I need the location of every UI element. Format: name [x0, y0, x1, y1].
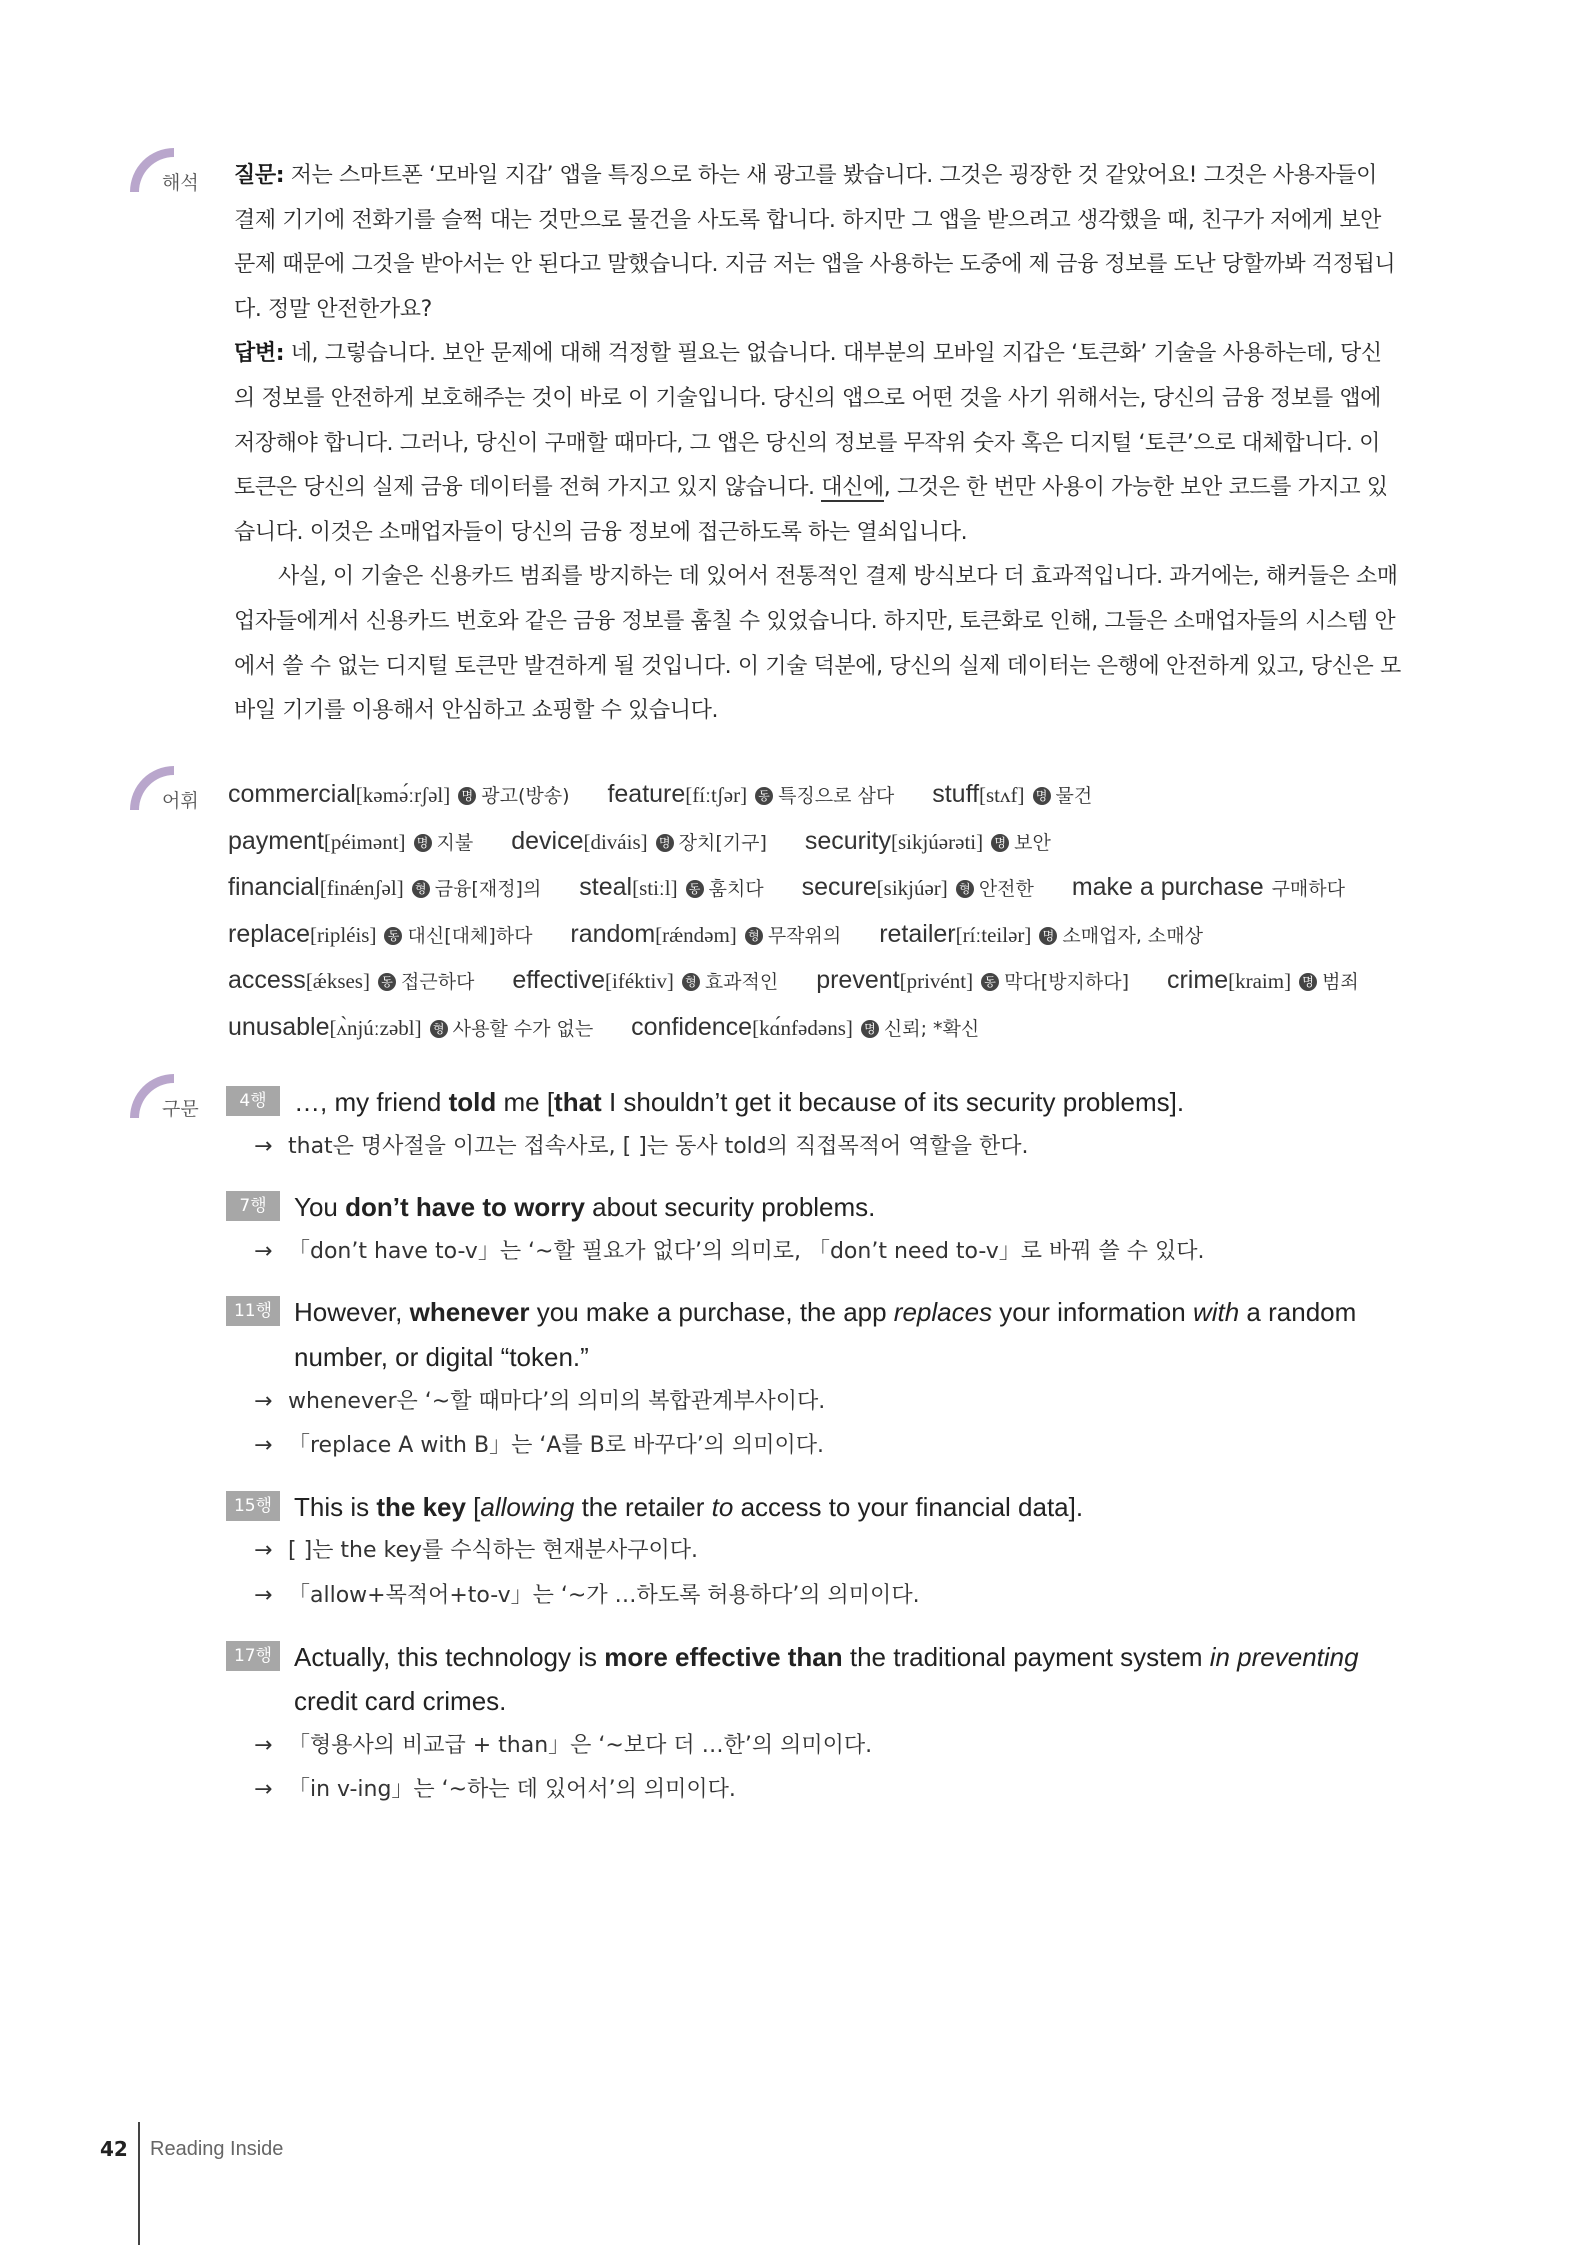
vocab-word: steal	[579, 873, 633, 902]
part-of-speech-badge: 명	[991, 834, 1009, 852]
vocab-meaning: 장치[기구]	[678, 831, 767, 854]
sentence-italic-text: allowing	[480, 1491, 575, 1522]
vocab-word: device	[511, 826, 584, 855]
sentence-text: This is	[294, 1491, 377, 1522]
grammar-list	[226, 1080, 1406, 1829]
answer-underlined-word: 대신에	[821, 475, 884, 501]
vocab-meaning: 대신[대체]하다	[407, 924, 533, 947]
translation-body	[234, 154, 1402, 734]
part-of-speech-badge: 형	[745, 927, 763, 945]
arrow-icon: →	[254, 1777, 273, 1803]
arrow-icon: →	[254, 1433, 273, 1459]
vocab-pronunciation: [ǽkses]	[305, 969, 370, 994]
vocab-pronunciation: [kɑ́nfədəns]	[752, 1015, 853, 1040]
vocab-item	[802, 872, 1034, 901]
sentence-bold-text: don’t have to worry	[345, 1192, 585, 1223]
vocab-word: prevent	[816, 966, 900, 995]
arrow-icon: →	[254, 1238, 273, 1264]
sentence-italic-text: in preventing	[1209, 1641, 1359, 1672]
vocab-item	[228, 965, 474, 994]
vocab-item	[1167, 965, 1359, 994]
sentence-text: access to your financial data].	[733, 1491, 1084, 1522]
grammar-note-text: 「replace A with B」는 ‘A를 B로 바꾸다’의 의미이다.	[288, 1433, 824, 1459]
arrow-icon: →	[254, 1538, 273, 1564]
vocab-meaning: 안전한	[978, 878, 1034, 901]
vocab-pronunciation: [ripléis]	[310, 922, 377, 947]
vocab-pronunciation: [ʌ̀njúːzəbl]	[329, 1015, 422, 1040]
vocab-word: retailer	[879, 919, 956, 948]
vocab-pronunciation: [sikjúər]	[876, 876, 948, 901]
book-title: Reading Inside	[150, 2138, 284, 2160]
part-of-speech-badge: 동	[755, 787, 773, 805]
vocab-word: security	[804, 826, 891, 855]
vocab-word: make a purchase	[1071, 873, 1264, 902]
sentence-italic-text: replaces	[893, 1297, 993, 1328]
part-of-speech-badge: 형	[682, 973, 700, 991]
sentence-text: I shouldn’t get it because of its security problems].	[601, 1087, 1185, 1117]
vocab-meaning: 특징으로 삼다	[778, 785, 895, 807]
vocab-meaning: 구매하다	[1271, 878, 1345, 901]
part-of-speech-badge: 명	[656, 834, 674, 852]
vocab-item	[512, 965, 778, 994]
part-of-speech-badge: 동	[981, 973, 999, 991]
part-of-speech-badge: 형	[956, 880, 974, 898]
part-of-speech-badge: 명	[414, 834, 432, 852]
vocab-meaning: 지불	[436, 831, 474, 854]
grammar-item	[226, 1635, 1406, 1813]
vocabulary-list	[228, 772, 1404, 1052]
vocab-pronunciation: [rǽndəm]	[655, 922, 737, 947]
vocab-word: replace	[228, 919, 310, 948]
vocab-pronunciation: [stʌf]	[979, 783, 1025, 807]
grammar-note	[254, 1125, 1406, 1170]
vocab-meaning: 무작위의	[767, 924, 842, 947]
sentence-bold-text: that	[554, 1087, 602, 1117]
line-number-badge: 4행	[226, 1086, 280, 1116]
page-footer	[0, 2122, 1575, 2245]
answer-text-1: 네, 그렇습니다. 보안 문제에 대해 걱정할 필요는 없습니다. 대부분의 모바일 지갑은 ‘토큰화’ 기술을 사용하는데, 당신의 정보를 안전하게 보호해주는 것이 바로 이 기술입니다. 당신의 앱으로 어떤 것을 사기 위해서는, 당신의 금융 정보를 앱에 저장해야 합니다. 그러나, 당신이 구매할 때마다, 그 앱은 당신의 정보를 무작위 숫자 혹은 디지털 ‘토큰’으로 대체합니다. 이 토큰은 당신의 실제 금융 데이터를 전혀 가지고 있지 않습니다.	[234, 341, 1382, 501]
vocab-meaning: 사용할 수가 없는	[452, 1017, 594, 1040]
vocab-item	[816, 965, 1129, 994]
vocab-word: random	[570, 919, 656, 948]
vocab-item	[570, 919, 841, 948]
vocab-pronunciation: [finǽnʃəl]	[319, 876, 404, 901]
vocab-word: secure	[801, 873, 877, 902]
part-of-speech-badge: 명	[1299, 973, 1317, 991]
vocab-word: crime	[1166, 966, 1229, 995]
vocab-pronunciation: [stiːl]	[632, 876, 678, 901]
sentence-text: a random number, or digital “token.”	[294, 1297, 1357, 1372]
vocab-item	[805, 826, 1051, 855]
vocab-meaning: 훔치다	[708, 878, 764, 901]
sentence-text: your information	[992, 1297, 1193, 1328]
vocab-pronunciation: [ríːteilər]	[955, 922, 1032, 947]
sentence-text: you make a purchase, the app	[529, 1297, 894, 1328]
vocab-item	[879, 919, 1203, 948]
sentence-text: [	[465, 1491, 481, 1522]
example-sentence	[294, 1080, 1406, 1125]
vocab-meaning: 소매업자, 소매상	[1062, 924, 1203, 947]
sentence-text: about security problems.	[584, 1192, 876, 1223]
sentence-bold-text: whenever	[409, 1297, 530, 1328]
vocab-item	[511, 826, 767, 855]
sentence-text: credit card crimes.	[294, 1686, 507, 1717]
arrow-icon: →	[254, 1133, 273, 1159]
grammar-note	[254, 1574, 1406, 1619]
example-sentence	[294, 1635, 1406, 1724]
vocab-item	[228, 1012, 593, 1041]
grammar-note-text: [ ]는 the key를 수식하는 현재분사구이다.	[288, 1538, 699, 1564]
answer-paragraph	[234, 332, 1402, 555]
question-text: 저는 스마트폰 ‘모바일 지갑’ 앱을 특징으로 하는 새 광고를 봤습니다. 그것은 굉장한 것 같았어요! 그것은 사용자들이 결제 기기에 전화기를 슬쩍 대는 것만으로 물건을 사도록 합니다. 하지만 그 앱을 받으려고 생각했을 때, 친구가 저에게 보안 문제 때문에 그것을 받아서는 안 된다고 말했습니다. 지금 저는 앱을 사용하는 도중에 제 금융 정보를 도난 당할까봐 걱정됩니다. 정말 안전한가요?	[234, 163, 1396, 322]
part-of-speech-badge: 동	[384, 927, 402, 945]
sentence-italic-text: with	[1192, 1297, 1240, 1328]
vocab-item	[228, 826, 473, 855]
example-sentence	[294, 1485, 1406, 1530]
grammar-label: 구문	[162, 1098, 199, 1120]
vocab-word: payment	[228, 826, 324, 855]
vocab-meaning: 물건	[1055, 785, 1093, 807]
vocab-pronunciation: [privént]	[899, 969, 974, 994]
vocab-item	[228, 872, 541, 901]
footer-divider	[138, 2122, 140, 2245]
vocab-item	[607, 779, 894, 808]
part-of-speech-badge: 명	[458, 787, 476, 805]
grammar-note	[254, 1768, 1406, 1813]
vocab-meaning: 신뢰; *확신	[883, 1017, 980, 1040]
grammar-note	[254, 1724, 1406, 1769]
grammar-note-text: whenever은 ‘~할 때마다’의 의미의 복합관계부사이다.	[288, 1388, 826, 1414]
vocab-item	[228, 779, 570, 808]
vocabulary-label: 어휘	[162, 790, 199, 812]
grammar-item	[226, 1290, 1406, 1468]
vocab-pronunciation: [kəmə́ːrʃəl]	[355, 783, 451, 807]
answer-text-2: , 그것은 한 번만 사용이 가능한 보안 코드를 가지고 있습니다. 이것은 소매업자들이 당신의 금융 정보에 접근하도록 하는 열쇠입니다.	[234, 475, 1388, 545]
sentence-text: However,	[294, 1297, 410, 1328]
vocab-meaning: 접근하다	[400, 971, 475, 994]
arrow-icon: →	[254, 1582, 273, 1608]
sentence-italic-text: to	[711, 1491, 734, 1522]
example-sentence	[294, 1185, 1406, 1230]
grammar-note	[254, 1529, 1406, 1574]
grammar-note	[254, 1424, 1406, 1469]
vocab-pronunciation: [sikjúərəti]	[890, 829, 984, 854]
vocab-word: stuff	[932, 780, 980, 808]
grammar-note-text: 「in v-ing」는 ‘~하는 데 있어서’의 의미이다.	[288, 1777, 736, 1803]
arrow-icon: →	[254, 1732, 273, 1758]
vocab-meaning: 광고(방송)	[481, 785, 570, 807]
answer-paragraph-2: 사실, 이 기술은 신용카드 범죄를 방지하는 데 있어서 전통적인 결제 방식보다 더 효과적입니다. 과거에는, 해커들은 소매업자들에게서 신용카드 번호와 같은 금융 정보를 훔칠 수 있었습니다. 하지만, 토큰화로 인해, 그들은 소매업자들의 시스템 안에서 쓸 수 없는 디지털 토큰만 발견하게 될 것입니다. 이 기술 덕분에, 당신의 실제 데이터는 은행에 안전하게 있고, 당신은 모바일 기기를 이용해서 안심하고 쇼핑할 수 있습니다.	[234, 564, 1401, 724]
vocab-meaning: 보안	[1014, 831, 1051, 854]
vocab-meaning: 효과적인	[704, 971, 779, 994]
vocab-meaning: 막다[방지하다]	[1004, 971, 1130, 994]
sentence-text: the traditional payment system	[842, 1641, 1210, 1672]
vocab-word: confidence	[631, 1012, 753, 1041]
vocab-word: effective	[512, 966, 606, 995]
question-paragraph	[234, 154, 1402, 332]
vocab-word: access	[228, 966, 306, 995]
part-of-speech-badge: 동	[378, 973, 396, 991]
vocab-pronunciation: [kraim]	[1228, 969, 1292, 994]
sentence-bold-text: the key	[376, 1491, 466, 1522]
part-of-speech-badge: 동	[686, 880, 704, 898]
vocab-item	[228, 919, 532, 948]
grammar-note	[254, 1230, 1406, 1275]
line-number-badge: 11행	[226, 1296, 280, 1326]
answer-label: 답변:	[234, 341, 285, 367]
vocab-pronunciation: [péimənt]	[323, 829, 406, 854]
part-of-speech-badge: 형	[430, 1020, 448, 1038]
vocab-word: feature	[607, 780, 686, 808]
sentence-text: …, my friend	[294, 1087, 449, 1117]
part-of-speech-badge: 형	[412, 880, 430, 898]
vocab-meaning: 범죄	[1322, 971, 1359, 994]
grammar-item	[226, 1185, 1406, 1274]
example-sentence	[294, 1290, 1406, 1379]
sentence-text: the retailer	[574, 1491, 712, 1522]
vocab-item	[631, 1012, 979, 1041]
grammar-note	[254, 1380, 1406, 1425]
page-number: 42	[100, 2137, 128, 2161]
sentence-text: You	[294, 1192, 346, 1223]
question-label: 질문:	[234, 163, 285, 188]
grammar-item	[226, 1080, 1406, 1169]
line-number-badge: 7행	[226, 1191, 280, 1221]
grammar-note-text: 「형용사의 비교급 + than」은 ‘~보다 더 …한’의 의미이다.	[288, 1732, 873, 1758]
sentence-text: me [	[496, 1087, 555, 1117]
vocab-pronunciation: [iféktiv]	[605, 969, 674, 994]
vocab-item	[579, 872, 763, 901]
vocab-item	[932, 779, 1092, 808]
grammar-note-text: that은 명사절을 이끄는 접속사로, [ ]는 동사 told의 직접목적어 역할을 한다.	[288, 1133, 1029, 1159]
sentence-bold-text: more effective than	[604, 1641, 843, 1672]
vocab-pronunciation: [diváis]	[583, 829, 648, 854]
grammar-item	[226, 1485, 1406, 1619]
arrow-icon: →	[254, 1388, 273, 1414]
vocab-word: commercial	[228, 780, 356, 808]
vocab-meaning: 금융[재정]의	[434, 878, 542, 901]
sentence-bold-text: told	[448, 1087, 497, 1117]
sentence-text: Actually, this technology is	[294, 1641, 605, 1672]
grammar-note-text: 「allow+목적어+to-v」는 ‘~가 …하도록 허용하다’의 의미이다.	[288, 1582, 920, 1608]
translation-label: 해석	[162, 172, 199, 194]
line-number-badge: 15행	[226, 1491, 280, 1521]
vocab-word: unusable	[228, 1012, 330, 1041]
part-of-speech-badge: 명	[1033, 787, 1051, 805]
part-of-speech-badge: 명	[1039, 927, 1057, 945]
part-of-speech-badge: 명	[861, 1020, 879, 1038]
vocab-item	[1072, 872, 1345, 901]
line-number-badge: 17행	[226, 1641, 280, 1671]
vocab-pronunciation: [fíːtʃər]	[685, 783, 748, 807]
vocab-word: financial	[228, 873, 320, 902]
grammar-note-text: 「don’t have to-v」는 ‘~할 필요가 없다’의 의미로, 「don’t need to-v」로 바꿔 쓸 수 있다.	[288, 1238, 1205, 1264]
